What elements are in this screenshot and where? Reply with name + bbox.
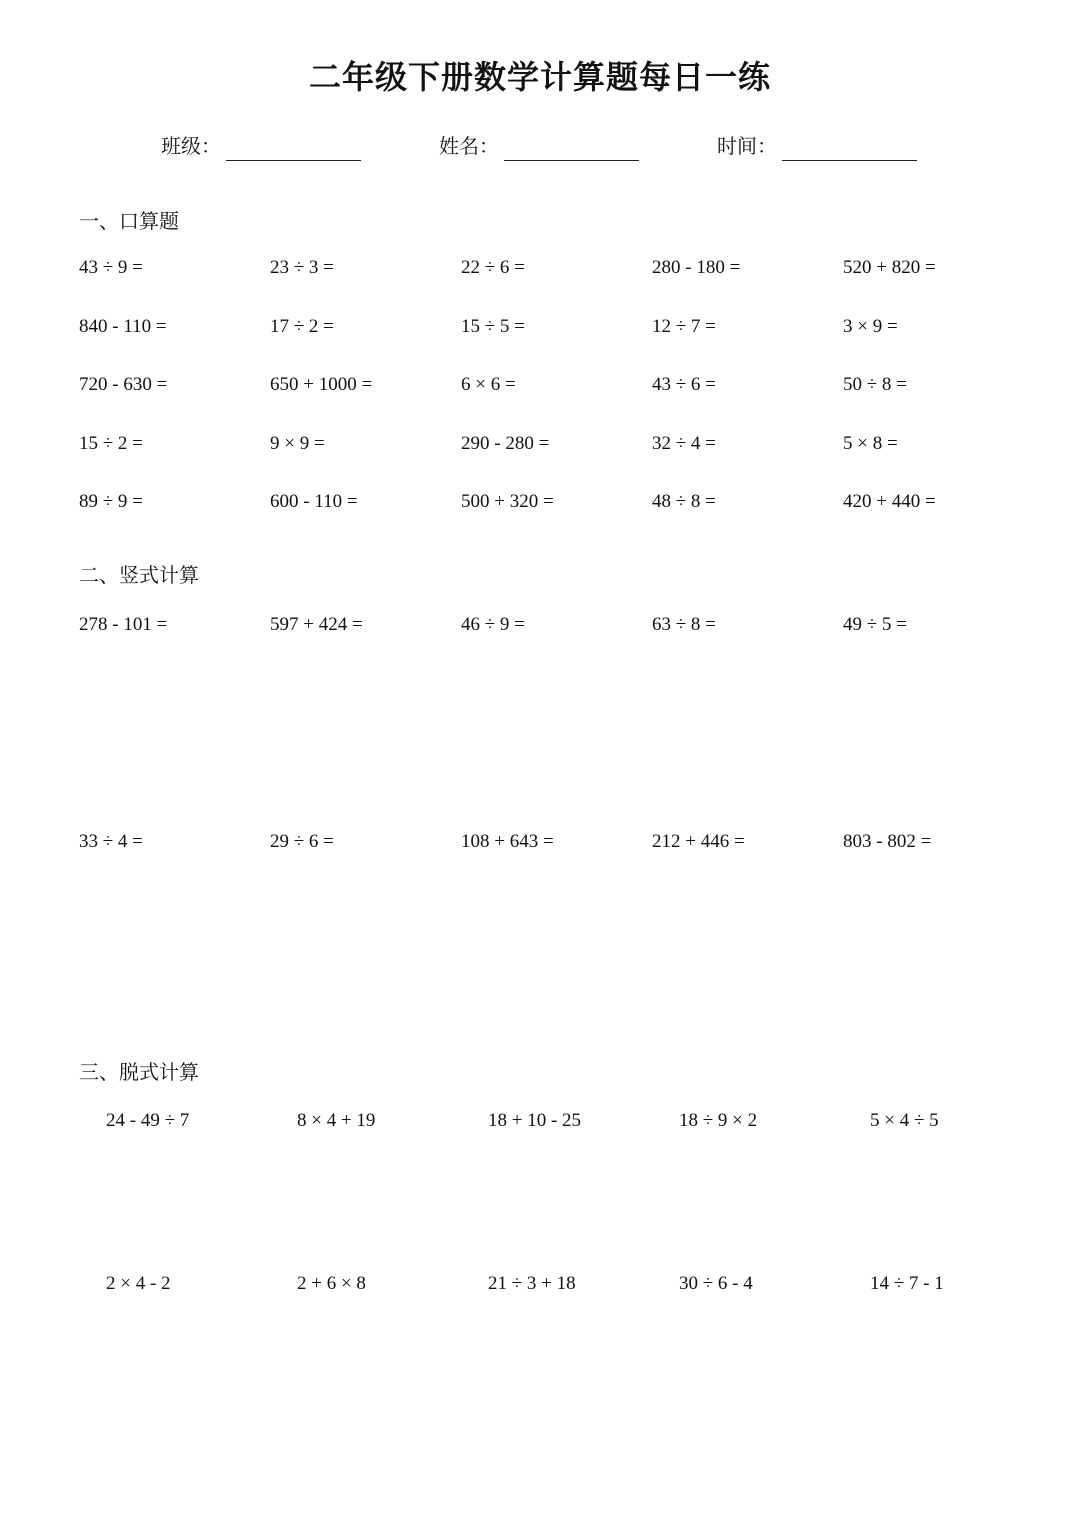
problem: 212 + 446 =: [652, 831, 745, 852]
problem: 43 ÷ 6 =: [652, 374, 716, 395]
problem: 24 - 49 ÷ 7: [106, 1110, 190, 1131]
problem: 15 ÷ 2 =: [79, 433, 143, 454]
problem: 2 + 6 × 8: [297, 1273, 366, 1294]
problem: 22 ÷ 6 =: [461, 257, 525, 278]
problem: 720 - 630 =: [79, 374, 168, 395]
problem: 48 ÷ 8 =: [652, 491, 716, 512]
problem: 23 ÷ 3 =: [270, 257, 334, 278]
problem: 15 ÷ 5 =: [461, 316, 525, 337]
problem: 803 - 802 =: [843, 831, 932, 852]
class-blank-line[interactable]: [226, 160, 361, 161]
problem: 500 + 320 =: [461, 491, 554, 512]
problem: 21 ÷ 3 + 18: [488, 1273, 576, 1294]
problem: 6 × 6 =: [461, 374, 516, 395]
problem: 30 ÷ 6 - 4: [679, 1273, 753, 1294]
time-blank-line[interactable]: [782, 160, 917, 161]
problem: 278 - 101 =: [79, 614, 168, 635]
problem: 5 × 8 =: [843, 433, 898, 454]
name-label: 姓名：: [439, 134, 499, 158]
problem: 49 ÷ 5 =: [843, 614, 907, 635]
problem: 63 ÷ 8 =: [652, 614, 716, 635]
problem: 46 ÷ 9 =: [461, 614, 525, 635]
problem: 32 ÷ 4 =: [652, 433, 716, 454]
problem: 12 ÷ 7 =: [652, 316, 716, 337]
name-blank-line[interactable]: [504, 160, 639, 161]
problem: 5 × 4 ÷ 5: [870, 1110, 939, 1131]
time-label: 时间：: [717, 134, 777, 158]
section-title-stepwise: 三、脱式计算: [79, 1060, 199, 1084]
problem: 600 - 110 =: [270, 491, 358, 512]
problem: 18 ÷ 9 × 2: [679, 1110, 758, 1131]
page-title: 二年级下册数学计算题每日一练: [308, 58, 771, 96]
problem: 50 ÷ 8 =: [843, 374, 907, 395]
problem: 14 ÷ 7 - 1: [870, 1273, 944, 1294]
section-title-vertical: 二、竖式计算: [79, 563, 199, 587]
problem: 650 + 1000 =: [270, 374, 373, 395]
problem: 420 + 440 =: [843, 491, 936, 512]
problem: 108 + 643 =: [461, 831, 554, 852]
section-title-oral: 一、口算题: [79, 209, 179, 233]
problem: 33 ÷ 4 =: [79, 831, 143, 852]
problem: 9 × 9 =: [270, 433, 325, 454]
problem: 8 × 4 + 19: [297, 1110, 376, 1131]
problem: 520 + 820 =: [843, 257, 936, 278]
class-label: 班级：: [161, 134, 221, 158]
problem: 280 - 180 =: [652, 257, 741, 278]
problem: 840 - 110 =: [79, 316, 167, 337]
student-info-row: [0, 128, 1080, 168]
problem: 29 ÷ 6 =: [270, 831, 334, 852]
problem: 17 ÷ 2 =: [270, 316, 334, 337]
problem: 89 ÷ 9 =: [79, 491, 143, 512]
problem: 43 ÷ 9 =: [79, 257, 143, 278]
problem: 18 + 10 - 25: [488, 1110, 582, 1131]
problem: 3 × 9 =: [843, 316, 898, 337]
problem: 597 + 424 =: [270, 614, 363, 635]
problem: 290 - 280 =: [461, 433, 550, 454]
problem: 2 × 4 - 2: [106, 1273, 171, 1294]
